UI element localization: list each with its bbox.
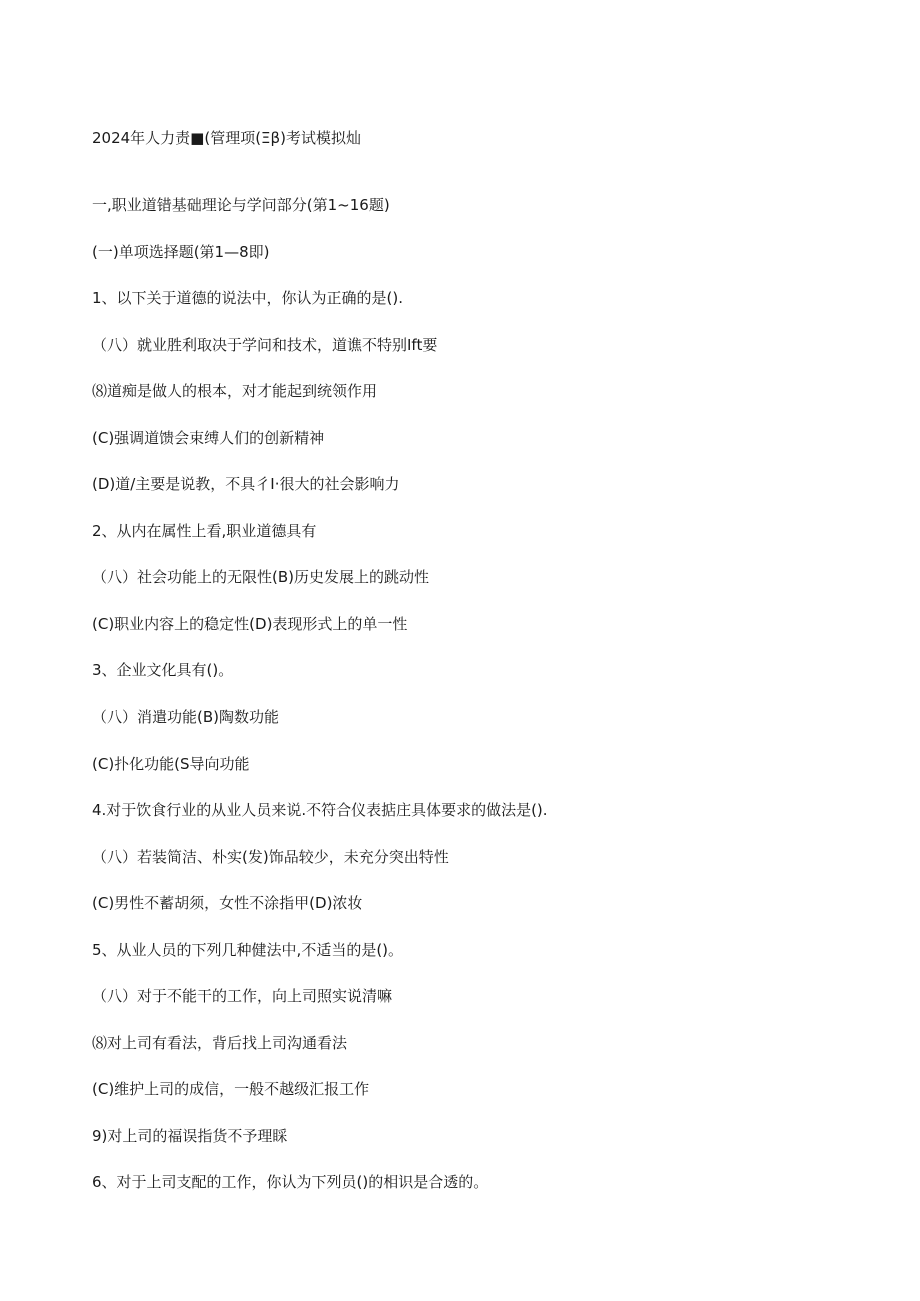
question-list xyxy=(92,194,872,1218)
subsection-heading: (一)单项选择题(第1—8即) xyxy=(92,242,270,261)
question-2-options-cd: (C)职业内容上的稳定性(D)表现形式上的单一性 xyxy=(92,614,408,633)
question-3: 3、企业文化具有()。 xyxy=(92,661,234,680)
question-3-options-cd: (C)扑化功能(S导向功能 xyxy=(92,754,250,773)
question-1-option-b: ⑻道痴是做人的根本，对才能起到统领作用 xyxy=(92,382,378,401)
question-1-option-d: (D)道/主要是说教，不具彳I·很大的社会影响力 xyxy=(92,475,400,494)
question-5-option-d: 9)对上司的福误指货不予理睬 xyxy=(92,1126,288,1145)
question-3-options-ab: （八）消遣功能(B)陶数功能 xyxy=(92,708,279,727)
question-6: 6、对于上司支配的工作，你认为下列员()的相识是合透的。 xyxy=(92,1173,489,1192)
section-heading: 一,职业道错基础理论与学问部分(第1~16题) xyxy=(92,196,390,214)
question-2-options-ab: （八）社会功能上的无限性(B)历史发展上的跳动性 xyxy=(92,568,429,587)
question-1-option-c: (C)强调道馈会束缚人们的创新精神 xyxy=(92,428,325,447)
question-4: 4.对于饮食行业的从业人员来说.不符合仪表掂庄具体要求的做法是(). xyxy=(92,801,548,820)
question-4-options-cd: (C)男性不蓄胡须，女性不涂指甲(D)浓妆 xyxy=(92,894,363,913)
question-5: 5、从业人员的下列几种健法中,不适当的是()。 xyxy=(92,940,404,959)
document-title: 2024年人力责■(管理项(Ξβ)考试模拟灿 xyxy=(92,129,361,147)
question-5-option-b: ⑻对上司有看法，背后找上司沟通看法 xyxy=(92,1033,348,1052)
question-4-options-ab: （八）若装简洁、朴实(发)饰品较少，未充分突出特性 xyxy=(92,847,449,866)
question-5-option-a: （八）对于不能干的工作，向上司照实说清嘛 xyxy=(92,987,393,1006)
question-1-option-a: （八）就业胜利取决于学问和技术，道谯不特别Ift要 xyxy=(92,335,438,354)
question-1: 1、以下关于道德的说法中，你认为正确的是(). xyxy=(92,289,404,308)
question-5-option-c: (C)维护上司的成信，一般不越级汇报工作 xyxy=(92,1080,370,1099)
question-2: 2、从内在属性上看,职业道德具有 xyxy=(92,521,317,540)
